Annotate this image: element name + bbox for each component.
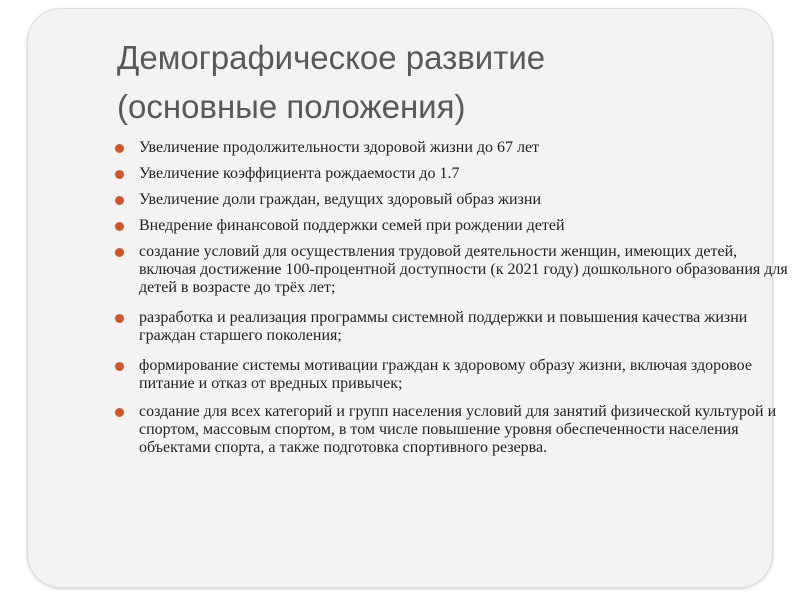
- bullet-dot-icon: [115, 314, 124, 323]
- bullet-dot-icon: [115, 196, 124, 205]
- bullet-text: создание для всех категорий и групп населения условий для занятий физической культурой и спортом, массовым спортом, в том числе повышение уровня обеспеченности населения объектами спорта, а также подготовка спортивного резерва.: [139, 403, 777, 456]
- bullet-dot-icon: [115, 362, 124, 371]
- bullet-item: [115, 165, 795, 191]
- bullet-text: Внедрение финансовой поддержки семей при рождении детей: [139, 217, 565, 234]
- bullet-dot-icon: [115, 170, 124, 179]
- bullet-text: формирование системы мотивации граждан к здоровому образу жизни, включая здоровое питание и отказ от вредных привычек;: [139, 357, 752, 392]
- bullet-dot-icon: [115, 408, 124, 417]
- slide: [27, 8, 788, 588]
- bullet-list: [115, 139, 795, 479]
- slide-title-line-1: Демографическое развитие: [117, 39, 546, 76]
- bullet-item: [115, 403, 795, 479]
- bullet-text: создание условий для осуществления трудовой деятельности женщин, имеющих детей, включая достижение 100-процентной доступности (к 2021 году) дошкольного образования для детей в возрасте до трёх лет;: [139, 243, 788, 296]
- bullet-text: Увеличение доли граждан, ведущих здоровый образ жизни: [139, 191, 542, 208]
- slide-title-line-2: (основные положения): [117, 88, 466, 125]
- bullet-dot-icon: [115, 144, 124, 153]
- bullet-item: [115, 357, 795, 403]
- bullet-text: разработка и реализация программы системной поддержки и повышения качества жизни граждан старшего поколения;: [139, 309, 748, 344]
- bullet-item: [115, 191, 795, 217]
- slide-title: [117, 33, 757, 131]
- bullet-item: [115, 217, 795, 243]
- bullet-dot-icon: [115, 222, 124, 231]
- bullet-text: Увеличение продолжительности здоровой жизни до 67 лет: [139, 139, 540, 156]
- bullet-item: [115, 243, 795, 309]
- bullet-item: [115, 139, 795, 165]
- bullet-text: Увеличение коэффициента рождаемости до 1.7: [139, 165, 460, 182]
- bullet-item: [115, 309, 795, 357]
- bullet-dot-icon: [115, 248, 124, 257]
